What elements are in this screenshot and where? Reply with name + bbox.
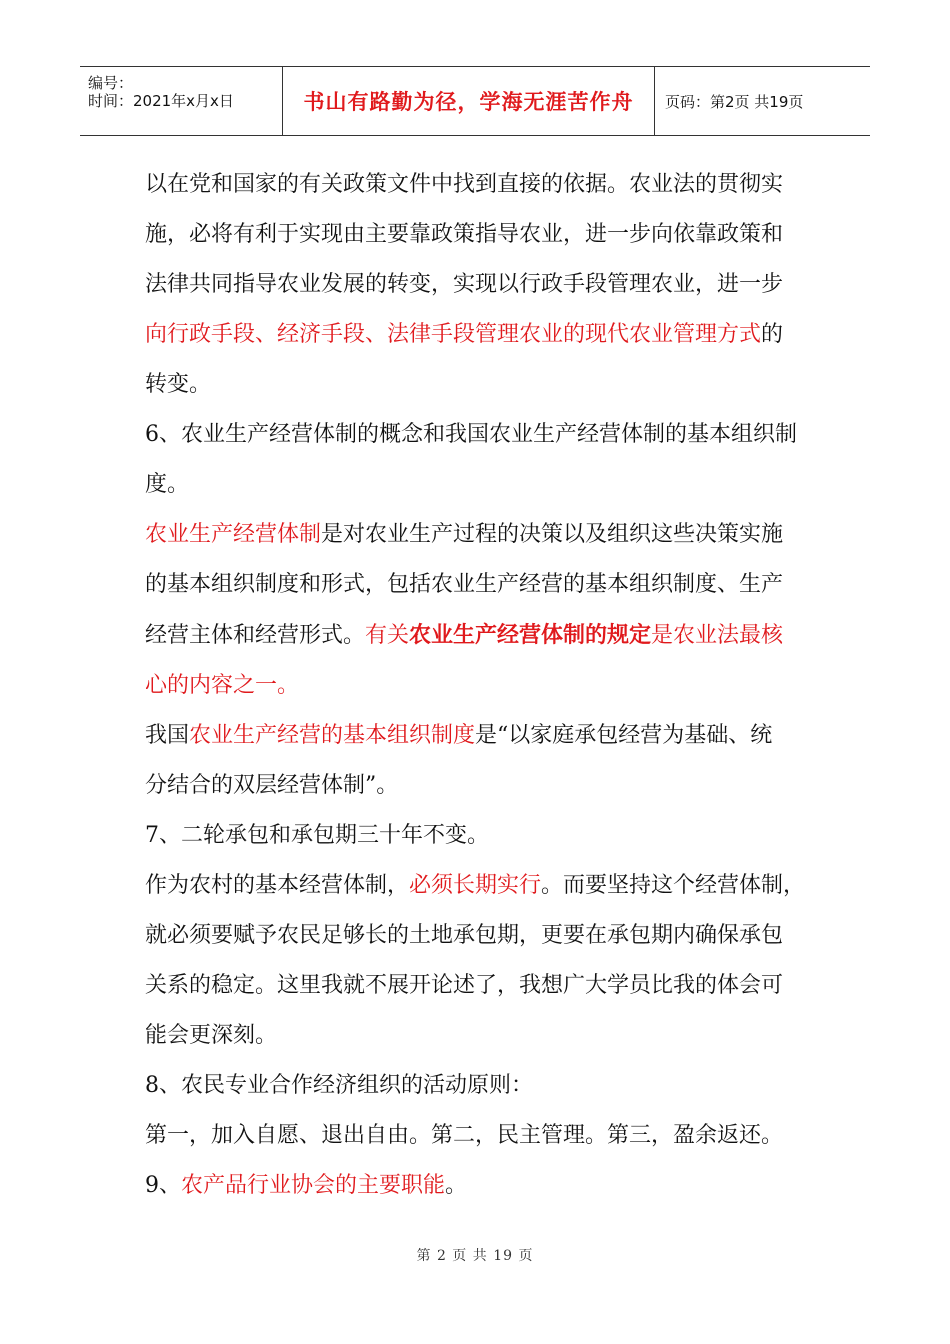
highlight-text: 是农业法最核 <box>651 623 784 648</box>
text-line: 分结合的双层经营体制”。 <box>145 773 399 798</box>
text-line: 度。 <box>145 472 190 497</box>
text-line: 关系的稳定。这里我就不展开论述了，我想广大学员比我的体会可 <box>145 973 784 998</box>
text-line <box>145 510 805 560</box>
text-line <box>145 711 805 761</box>
highlight-text: 农业生产经营体制 <box>145 522 322 547</box>
text-line: 转变。 <box>145 372 212 397</box>
text-line <box>145 861 805 911</box>
section-heading-9 <box>145 1161 805 1211</box>
text-span: 是对农业生产过程的决策以及组织这些决策实施 <box>321 522 784 547</box>
text-span: 。而要坚持这个经营体制， <box>541 873 806 898</box>
page-footer: 第 2 页 共 19 页 <box>416 1248 534 1264</box>
header-meta <box>80 67 282 135</box>
text-line <box>145 310 805 360</box>
text-span: 的 <box>761 322 784 347</box>
text-span: 我国 <box>145 723 190 748</box>
time-label: 时间：2021年x月x日 <box>88 92 234 110</box>
text-span: 是“以家庭承包经营为基础、统 <box>475 723 773 748</box>
highlight-bold-text: 农业生产经营体制的规定 <box>409 622 652 648</box>
text-line: 施，必将有利于实现由主要靠政策指导农业，进一步向依靠政策和 <box>145 222 784 247</box>
text-span: 经营主体和经营形式。 <box>145 623 366 648</box>
text-span: 。 <box>445 1173 468 1198</box>
text-line <box>145 610 805 661</box>
text-line: 第一，加入自愿、退出自由。第二，民主管理。第三，盈余返还。 <box>145 1123 784 1148</box>
section-heading-6: 6、农业生产经营体制的概念和我国农业生产经营体制的基本组织制 <box>145 422 797 447</box>
text-span: 9、 <box>145 1173 181 1198</box>
number-label: 编号： <box>88 74 134 92</box>
section-heading-7: 7、二轮承包和承包期三十年不变。 <box>145 823 489 848</box>
highlight-text: 农业生产经营的基本组织制度 <box>189 723 476 748</box>
highlight-text: 向行政手段、经济手段、法律手段管理农业的现代农业管理方式 <box>145 322 762 347</box>
page-header <box>80 66 870 136</box>
text-line: 就必须要赋予农民足够长的土地承包期，更要在承包期内确保承包 <box>145 923 784 948</box>
text-line: 的基本组织制度和形式，包括农业生产经营的基本组织制度、生产 <box>145 572 784 597</box>
text-line: 法律共同指导农业发展的转变，实现以行政手段管理农业，进一步 <box>145 272 784 297</box>
text-line: 以在党和国家的有关政策文件中找到直接的依据。农业法的贯彻实 <box>145 172 784 197</box>
highlight-text: 有关 <box>365 623 410 648</box>
highlight-text: 农产品行业协会的主要职能 <box>181 1173 446 1198</box>
highlight-line: 心的内容之一。 <box>145 673 300 698</box>
text-span: 作为农村的基本经营体制， <box>145 873 410 898</box>
highlight-text: 必须长期实行 <box>409 873 542 898</box>
section-heading-8: 8、农民专业合作经济组织的活动原则： <box>145 1073 533 1098</box>
header-motto: 书山有路勤为径，学海无涯苦作舟 <box>303 90 634 114</box>
document-body <box>145 160 805 1211</box>
header-page-label: 页码：第2页 共19页 <box>665 92 804 111</box>
text-line: 能会更深刻。 <box>145 1023 278 1048</box>
